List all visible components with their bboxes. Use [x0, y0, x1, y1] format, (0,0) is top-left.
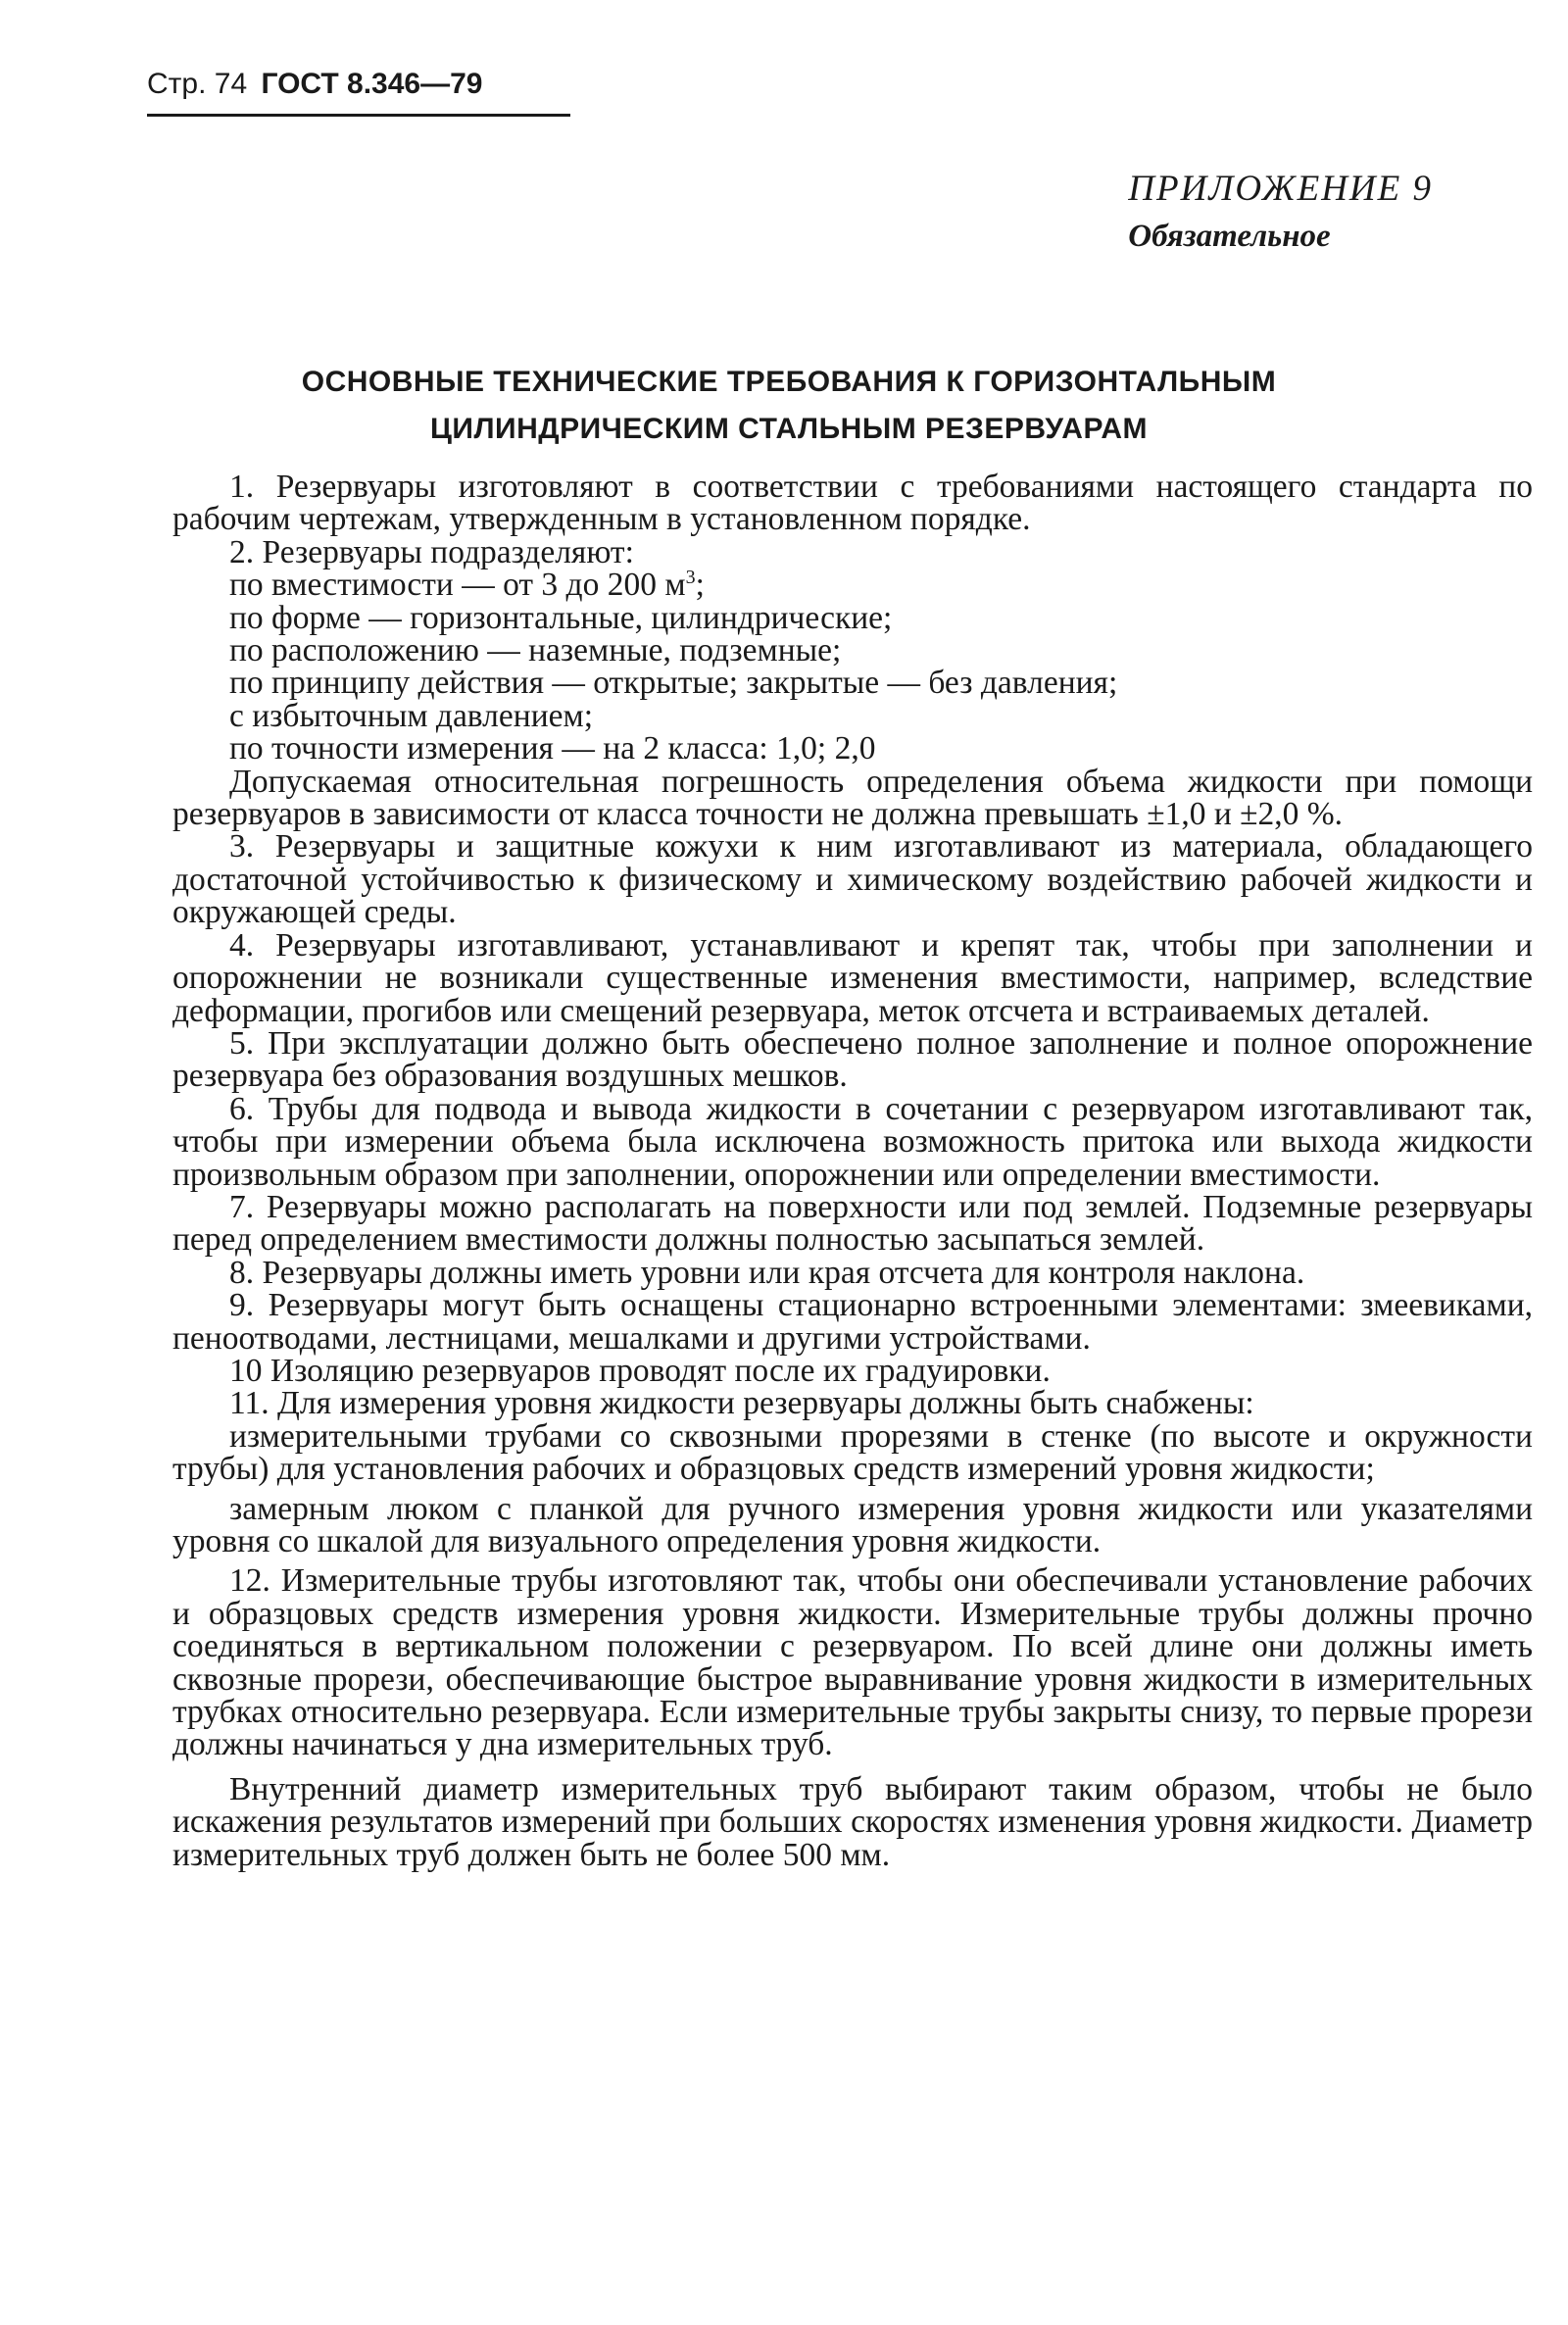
- paragraph-2-principle: по принципу действия — открытые; закрытые — без давления;: [229, 665, 1118, 702]
- paragraph-2: 2. Резервуары подразделяют:: [229, 533, 634, 570]
- page-header-text: [147, 61, 568, 108]
- paragraph-7: 7. Резервуары можно располагать на поверхности или под землей. Подземные резервуары перед определением вместимости должны полностью засыпаться землей.: [172, 1188, 1533, 1259]
- appendix-title: ПРИЛОЖЕНИЕ 9: [1128, 169, 1433, 209]
- page-number: Стр. 74: [147, 68, 248, 100]
- capacity-suffix: ;: [695, 567, 705, 604]
- paragraph-1: 1. Резервуары изготовляют в соответствии с требованиями настоящего стандарта по рабочим чертежам, утвержденным в установленном порядке.: [172, 469, 1533, 538]
- paragraph-10: 10 Изоляцию резервуаров проводят после их градуировки.: [229, 1352, 1051, 1389]
- paragraph-2-capacity: [172, 567, 1533, 604]
- paragraph-6: 6. Трубы для подвода и вывода жидкости в сочетании с резервуаром изготавливают так, чтобы при измерении объема была исключена возможность притока или выхода жидкости произвольным образом при заполнении, опорожнении или определении вместимости.: [172, 1090, 1533, 1193]
- paragraph-2-pressure: с избыточным давлением;: [229, 697, 594, 734]
- document-title: [147, 359, 1431, 453]
- paragraph-11-hatch: замерным люком с планкой для ручного измерения уровня жидкости или указателями уровня со шкалой для визуального определения уровня жидкости.: [172, 1490, 1533, 1559]
- paragraph-2-tolerance: Допускаемая относительная погрешность определения объема жидкости при помощи резервуаров в зависимости от класса точности не должна превышать ±1,0 и ±2,0 %.: [172, 763, 1533, 833]
- paragraph-2-shape: по форме — горизонтальные, цилиндрические;: [229, 599, 893, 636]
- paragraph-2-accuracy: по точности измерения — на 2 класса: 1,0; 2,0: [229, 730, 876, 767]
- paragraph-11: 11. Для измерения уровня жидкости резервуары должны быть снабжены:: [229, 1385, 1254, 1422]
- paragraph-3: 3. Резервуары и защитные кожухи к ним изготавливают из материала, обладающего достаточной устойчивостью к физическому и химическому воздействию рабочей жидкости и окружающей среды.: [172, 828, 1533, 931]
- paragraph-8: 8. Резервуары должны иметь уровни или края отсчета для контроля наклона.: [229, 1254, 1305, 1291]
- document-title-line-1: ОСНОВНЫЕ ТЕХНИЧЕСКИЕ ТРЕБОВАНИЯ К ГОРИЗОНТАЛЬНЫМ: [301, 366, 1277, 398]
- paragraph-5: 5. При эксплуатации должно быть обеспечено полное заполнение и полное опорожнение резервуара без образования воздушных мешков.: [172, 1024, 1533, 1095]
- paragraph-12: 12. Измерительные трубы изготовляют так, чтобы они обеспечивали установление рабочих и образцовых средств измерения уровня жидкости. Измерительные трубы должны прочно соединяться в вертикальном положении с резервуаром. По всей длине они должны иметь сквозные прорези, обеспечивающие быстрое выравнивание уровня жидкости в измерительных трубках относительно резервуара. Если измерительные трубы закрыты снизу, то первые прорези должны начинаться у дна измерительных труб.: [172, 1562, 1533, 1763]
- page-header: [147, 61, 568, 108]
- capacity-superscript: 3: [685, 567, 696, 589]
- header-divider: [147, 114, 570, 117]
- document-body: [172, 470, 1533, 1871]
- paragraph-11-tubes: измерительными трубами со сквозными прорезями в стенке (по высоте и окружности трубы) для установления рабочих и образцовых средств измерений уровня жидкости;: [172, 1417, 1533, 1488]
- appendix-subtitle: Обязательное: [1128, 219, 1331, 254]
- gost-number: ГОСТ 8.346—79: [261, 68, 483, 100]
- paragraph-9: 9. Резервуары могут быть оснащены стационарно встроенными элементами: змеевиками, пеноотводами, лестницами, мешалками и другими устройствами.: [172, 1287, 1533, 1357]
- paragraph-4: 4. Резервуары изготавливают, устанавливают и крепят так, чтобы при заполнении и опорожнении не возникали существенные изменения вместимости, например, вследствие деформации, прогибов или смещений резервуара, меток отсчета и встраиваемых деталей.: [172, 926, 1533, 1029]
- capacity-text: по вместимости — от 3 до 200 м: [229, 567, 686, 604]
- document-title-line-2: ЦИЛИНДРИЧЕСКИМ СТАЛЬНЫМ РЕЗЕРВУАРАМ: [430, 413, 1148, 445]
- paragraph-13: Внутренний диаметр измерительных труб выбирают таким образом, чтобы не было искажения результатов измерений при больших скоростях изменения уровня жидкости. Диаметр измерительных труб должен быть не более 500 мм.: [172, 1770, 1533, 1873]
- appendix-block: [1128, 165, 1433, 259]
- paragraph-2-location: по расположению — наземные, подземные;: [229, 632, 842, 669]
